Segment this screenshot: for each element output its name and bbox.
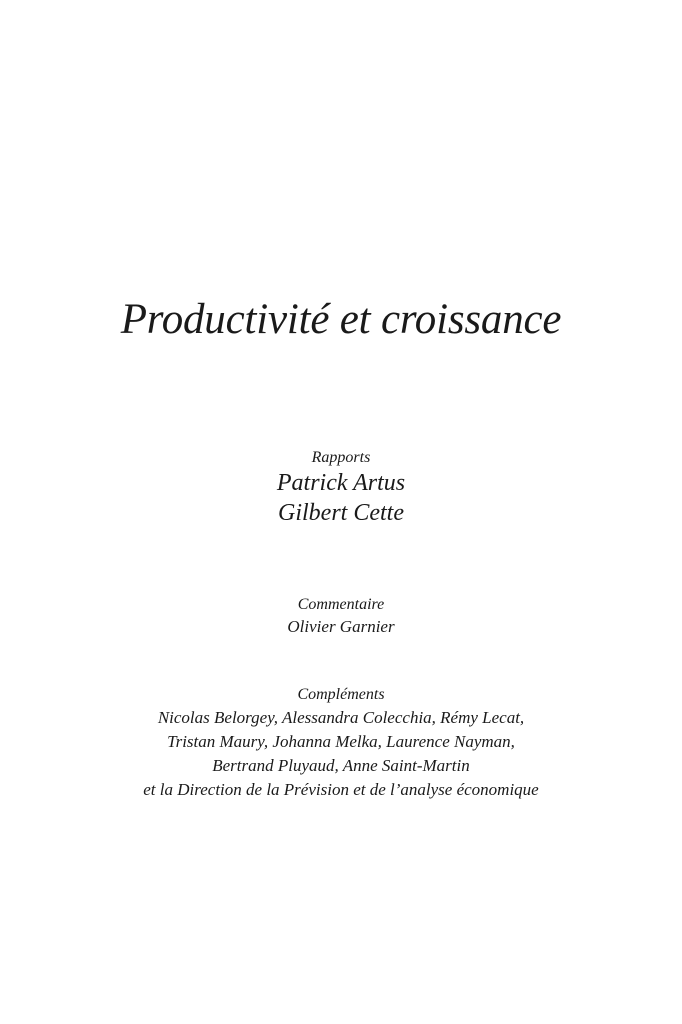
- rapports-section: [0, 448, 682, 528]
- complements-authors-line: et la Direction de la Prévision et de l’analyse économique: [143, 780, 539, 799]
- commentaire-author: Olivier Garnier: [287, 617, 395, 636]
- rapport-author: Patrick Artus: [276, 470, 406, 496]
- commentaire-label: Commentaire: [297, 596, 385, 613]
- complements-authors-line: Bertrand Pluyaud, Anne Saint-Martin: [212, 756, 470, 775]
- complements-authors-line: Tristan Maury, Johanna Melka, Laurence Nayman,: [167, 732, 515, 751]
- complements-section: [0, 684, 682, 802]
- complements-label: Compléments: [297, 686, 385, 703]
- book-title: Productivité et croissance: [120, 296, 562, 343]
- rapports-label: Rapports: [311, 449, 371, 466]
- commentaire-section: [0, 594, 682, 638]
- complements-authors-line: Nicolas Belorgey, Alessandra Colecchia, Rémy Lecat,: [157, 708, 525, 727]
- rapport-author: Gilbert Cette: [278, 500, 404, 526]
